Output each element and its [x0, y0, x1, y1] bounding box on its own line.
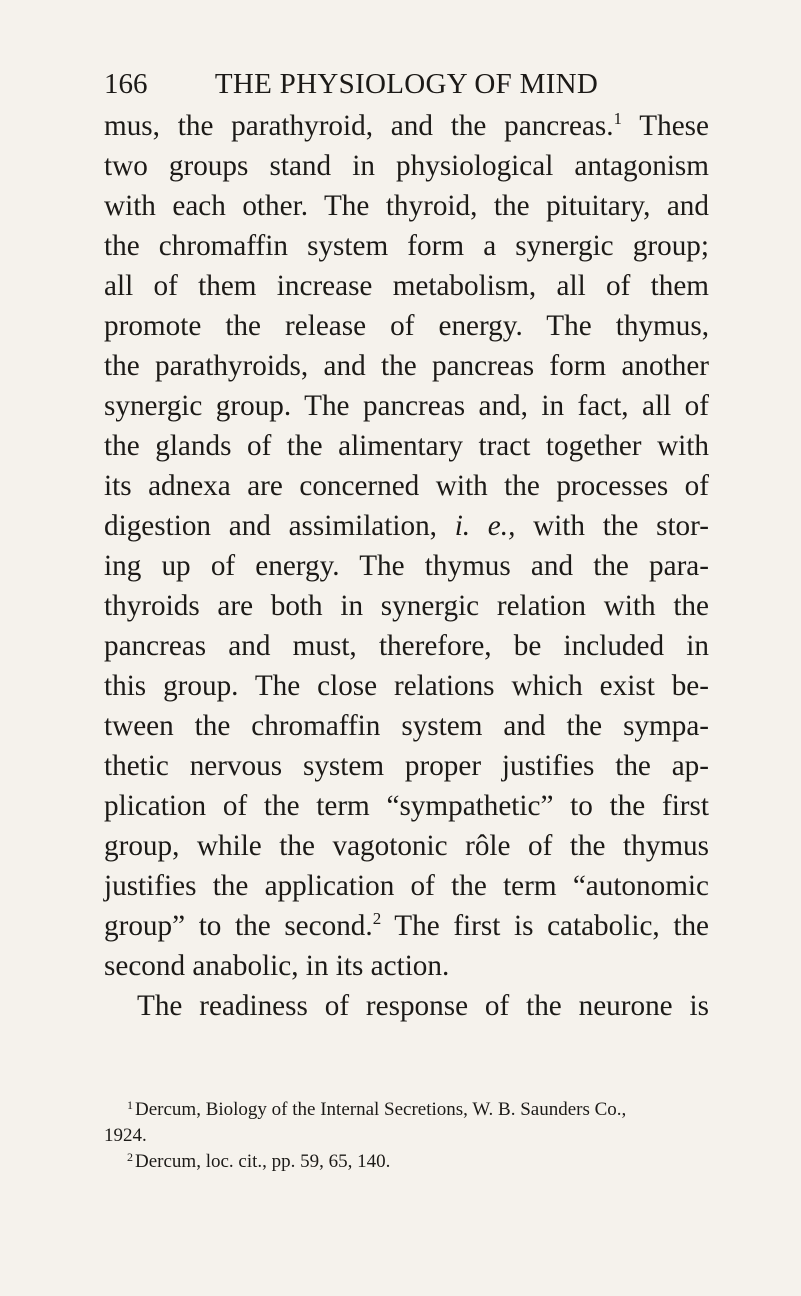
text-line: with each other. The thyroid, the pituitary, and: [104, 190, 709, 222]
text-line: ing up of energy. The thymus and the para-: [104, 550, 709, 582]
footnote-ref-2[interactable]: 2: [372, 909, 382, 928]
text-line: thyroids are both in synergic relation with the: [104, 590, 709, 622]
text-line: two groups stand in physiological antagonism: [104, 150, 709, 182]
footnote-1: $^1$ Dercum, Biology of the Internal Secretions, W. B. Saunders Co.,: [127, 1098, 627, 1120]
footnote-ref-1[interactable]: 1: [613, 109, 623, 128]
paragraph-start-line: The readiness of response of the neurone is: [137, 990, 709, 1022]
footnotes: [104, 1097, 709, 1175]
text-line: all of them increase metabolism, all of them: [104, 270, 709, 302]
footnote-1-continuation: 1924.: [104, 1125, 147, 1146]
text-line: this group. The close relations which exist be-: [104, 670, 709, 702]
text-line: thetic nervous system proper justifies the ap-: [104, 750, 709, 782]
text-line: the parathyroids, and the pancreas form another: [104, 350, 709, 382]
running-title: THE PHYSIOLOGY OF MIND: [214, 68, 599, 100]
footnote-marker: 2: [127, 1150, 133, 1164]
text-line: group” to the second.$^2$ The first is catabolic, the: [104, 909, 710, 942]
body-text: [104, 106, 709, 1026]
text-line: second anabolic, in its action.: [104, 950, 450, 982]
text-line: mus, the parathyroid, and the pancreas.$^1$ These: [104, 109, 709, 142]
text-line: digestion and assimilation, i. e., with the stor-: [104, 510, 709, 542]
italic-abbreviation: i. e.,: [454, 510, 516, 542]
text-line: synergic group. The pancreas and, in fact, all of: [104, 390, 709, 422]
text-line: pancreas and must, therefore, be included in: [104, 630, 709, 662]
running-header: [104, 62, 709, 106]
text-line: promote the release of energy. The thymus,: [104, 310, 709, 342]
footnote-2: $^2$ Dercum, loc. cit., pp. 59, 65, 140.: [127, 1150, 391, 1172]
text-line: tween the chromaffin system and the sympa-: [104, 710, 709, 742]
text-line: its adnexa are concerned with the processes of: [104, 470, 709, 502]
text-line: the glands of the alimentary tract together with: [104, 430, 709, 462]
text-line: plication of the term “sympathetic” to the first: [104, 790, 709, 822]
text-line: justifies the application of the term “autonomic: [104, 870, 709, 902]
text-line: the chromaffin system form a synergic group;: [104, 230, 709, 262]
footnote-marker: 1: [127, 1098, 133, 1112]
page-number: 166: [104, 68, 148, 100]
text-line: group, while the vagotonic rôle of the thymus: [104, 830, 709, 862]
